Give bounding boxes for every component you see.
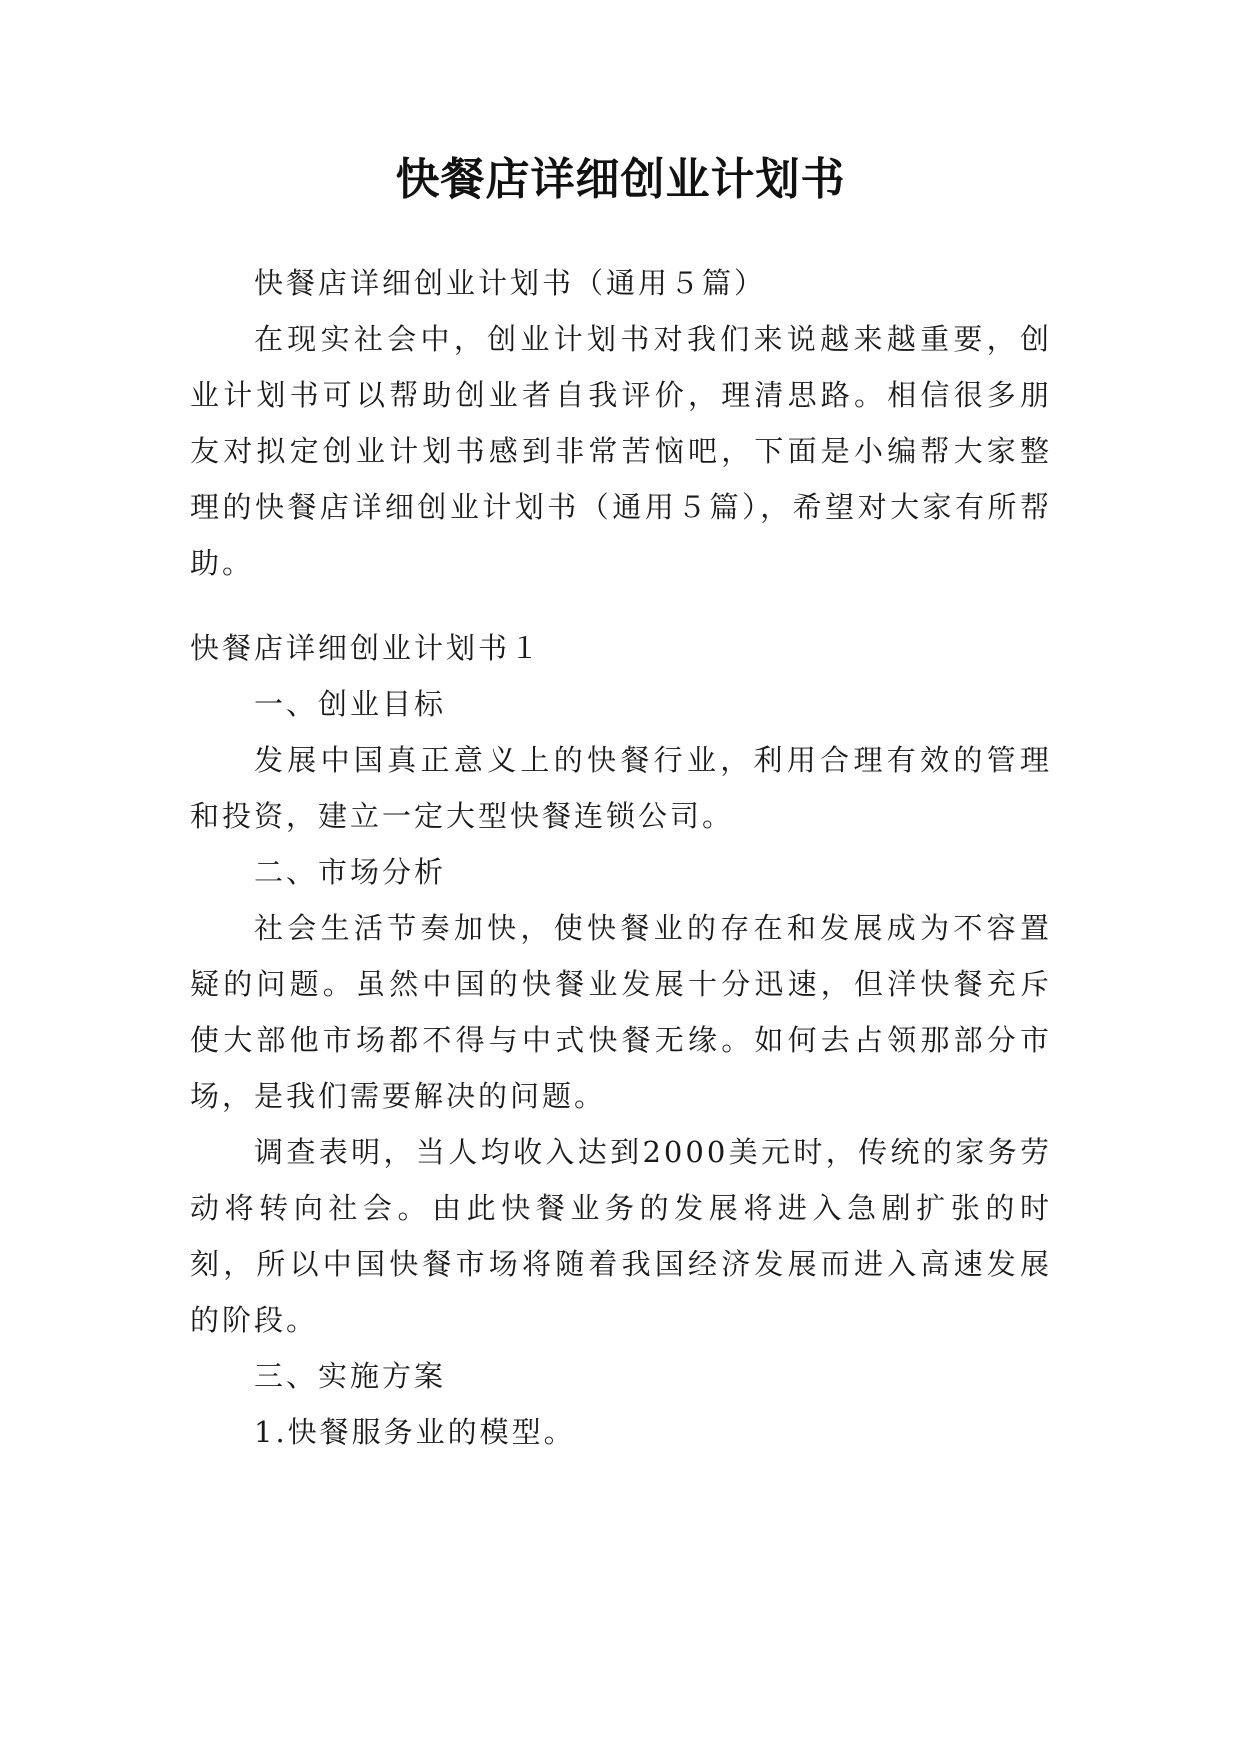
document-title: 快餐店详细创业计划书 <box>395 154 846 205</box>
heading-implementation: 三、实施方案 <box>254 1359 447 1393</box>
document-subtitle: 快餐店详细创业计划书（通用５篇） <box>254 266 767 300</box>
heading-market-analysis: 二、市场分析 <box>254 855 447 889</box>
paragraph-goal: 发展中国真正意义上的快餐行业，利用合理有效的管理和投资，建立一定大型快餐连锁公司。 <box>190 743 1052 833</box>
intro-paragraph: 在现实社会中，创业计划书对我们来说越来越重要，创业计划书可以帮助创业者自我评价，理清思路。相信很多朋友对拟定创业计划书感到非常苦恼吧，下面是小编帮大家整理的快餐店详细创业计划书（通用５篇），希望对大家有所帮助。 <box>190 322 1052 580</box>
section-heading: 快餐店详细创业计划书１ <box>190 631 543 665</box>
paragraph-market-analysis: 社会生活节奏加快，使快餐业的存在和发展成为不容置疑的问题。虽然中国的快餐业发展十分迅速，但洋快餐充斥使大部他市场都不得与中式快餐无缘。如何去占领那部分市场，是我们需要解决的问题。 <box>190 911 1052 1113</box>
heading-goal: 一、创业目标 <box>254 687 447 721</box>
paragraph-survey: 调查表明，当人均收入达到2000美元时，传统的家务劳动将转向社会。由此快餐业务的发展将进入急剧扩张的时刻，所以中国快餐市场将随着我国经济发展而进入高速发展的阶段。 <box>190 1135 1052 1337</box>
list-item-model: 1.快餐服务业的模型。 <box>254 1415 576 1449</box>
